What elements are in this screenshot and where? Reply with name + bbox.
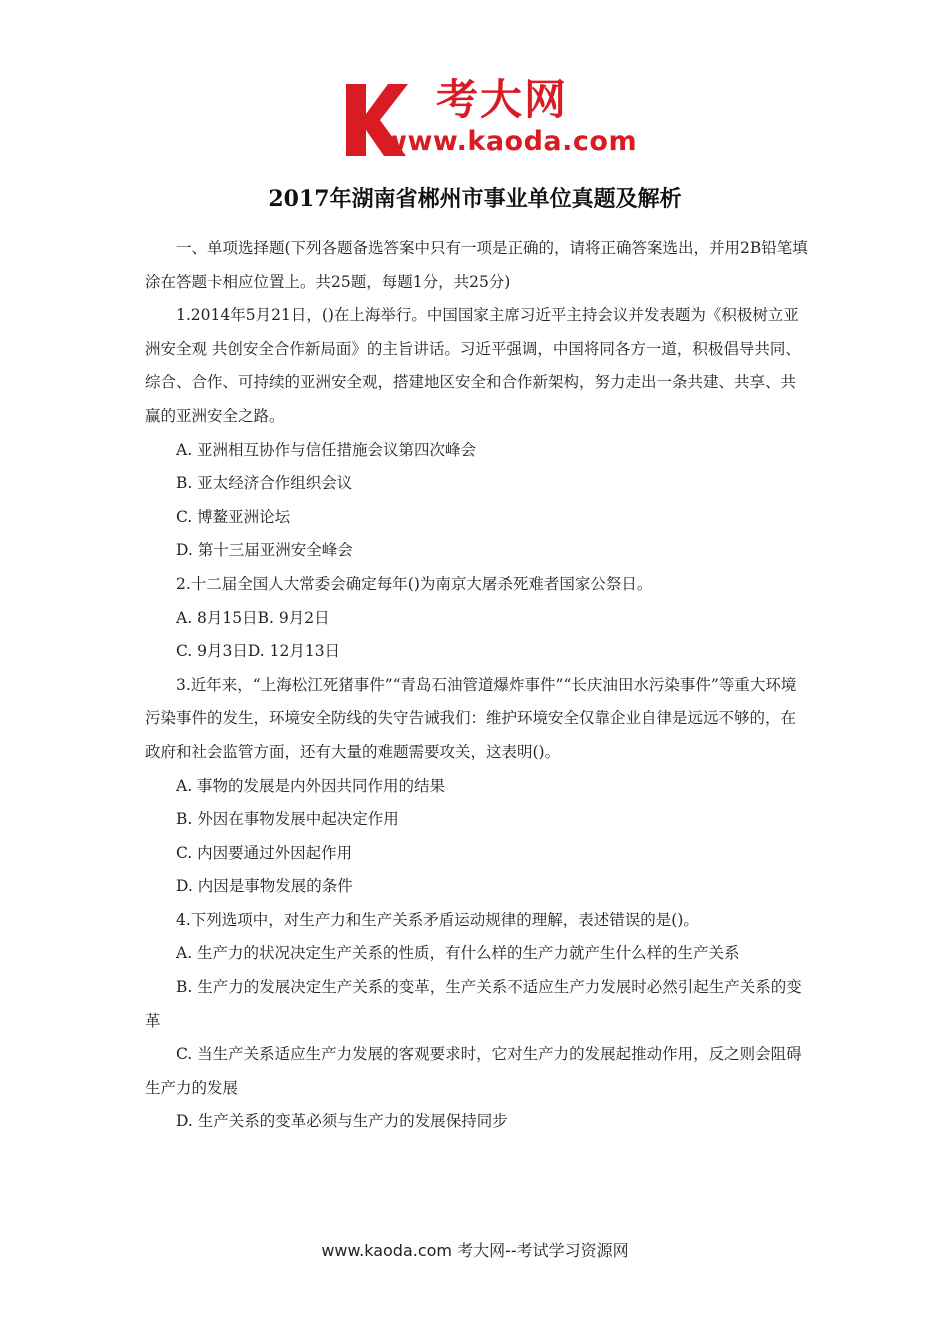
question-option: B. 外因在事物发展中起决定作用 xyxy=(176,810,399,829)
question-option: A. 8月15日B. 9月2日 xyxy=(176,608,330,627)
kaoda-logo xyxy=(338,74,658,162)
question-option: D. 生产关系的变革必须与生产力的发展保持同步 xyxy=(176,1112,508,1131)
question-option: C. 当生产关系适应生产力发展的客观要求时，它对生产力的发展起推动作用，反之则会阻碍生产力的发展 xyxy=(145,1045,802,1097)
document-body xyxy=(145,232,810,1139)
question-option: C. 内因要通过外因起作用 xyxy=(176,843,353,862)
section-intro: 一、单项选择题(下列各题备选答案中只有一项是正确的，请将正确答案选出，并用2B铅笔填涂在答题卡相应位置上。共25题，每题1分，共25分) xyxy=(145,239,808,291)
question-option: B. 生产力的发展决定生产关系的变革，生产关系不适应生产力发展时必然引起生产关系的变革 xyxy=(145,978,802,1030)
question-option: C. 博鳌亚洲论坛 xyxy=(176,507,291,526)
question-option: D. 第十三届亚洲安全峰会 xyxy=(176,541,353,560)
logo-url[interactable]: www.kaoda.com xyxy=(382,126,638,157)
question-option: D. 内因是事物发展的条件 xyxy=(176,877,353,896)
question-stem: 1.2014年5月21日，()在上海举行。中国国家主席习近平主持会议并发表题为《积极树立亚洲安全观 共创安全合作新局面》的主旨讲话。习近平强调，中国将同各方一道，积极倡导共同、综合、合作、可持续的亚洲安全观，搭建地区安全和合作新架构，努力走出一条共建、共享、共赢的亚洲安全之路。 xyxy=(145,306,801,425)
question-stem: 3.近年来，“上海松江死猪事件”“青岛石油管道爆炸事件”“长庆油田水污染事件”等重大环境污染事件的发生，环境安全防线的失守告诫我们：维护环境安全仅靠企业自律是远远不够的，在政府和社会监管方面，还有大量的难题需要攻关，这表明()。 xyxy=(145,675,797,761)
question-option: A. 事物的发展是内外因共同作用的结果 xyxy=(176,776,446,795)
page-footer: www.kaoda.com 考大网--考试学习资源网 xyxy=(321,1241,629,1260)
question-option: A. 生产力的状况决定生产关系的性质，有什么样的生产力就产生什么样的生产关系 xyxy=(176,944,740,963)
question-option: B. 亚太经济合作组织会议 xyxy=(176,474,353,493)
question-stem: 4.下列选项中，对生产力和生产关系矛盾运动规律的理解，表述错误的是()。 xyxy=(176,910,699,929)
question-option: A. 亚洲相互协作与信任措施会议第四次峰会 xyxy=(176,440,477,459)
question-option: C. 9月3日D. 12月13日 xyxy=(176,642,341,661)
question-stem: 2.十二届全国人大常委会确定每年()为南京大屠杀死难者国家公祭日。 xyxy=(176,574,653,593)
logo-name: 考大网 xyxy=(436,75,569,124)
page-title: 2017年湖南省郴州市事业单位真题及解析 xyxy=(268,186,682,212)
